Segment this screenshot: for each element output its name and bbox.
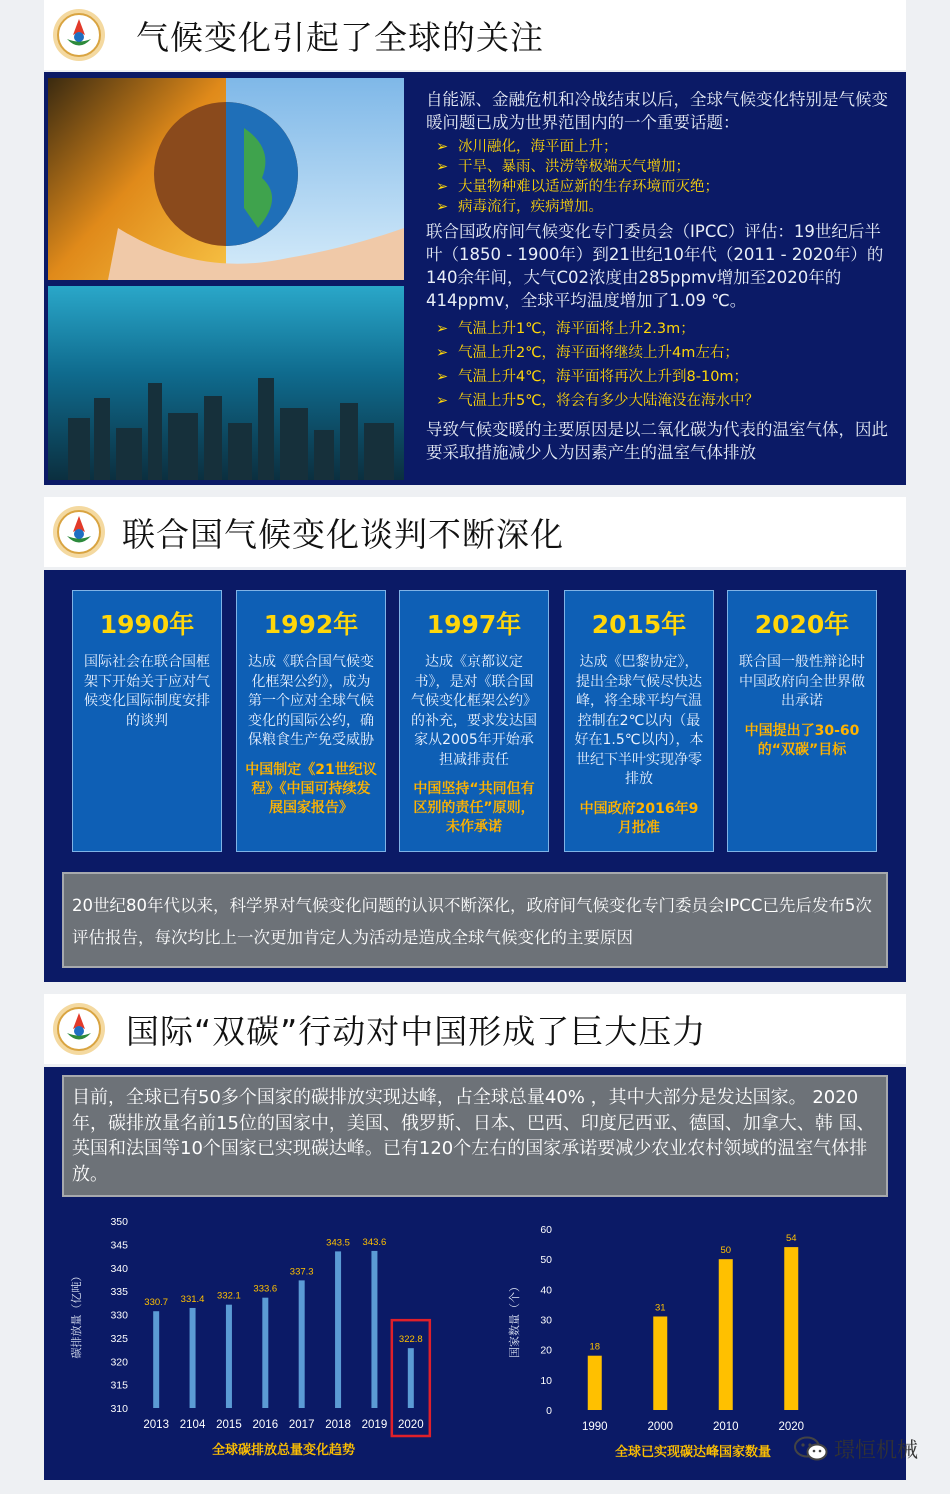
- ipcc-summary-box: 20世纪80年代以来，科学界对气候变化问题的认识不断深化，政府间气候变化专门委员会IPCC已先后发布5次评估报告，每次均比上一次更加肯定人为活动是造成全球气候变化的主要原因: [62, 872, 888, 968]
- section3-panel: [44, 1067, 906, 1480]
- intro-paragraph: 自能源、金融危机和冷战结束以后，全球气候变化特别是气候变暖问题已成为世界范围内的一个重要话题：: [426, 90, 888, 132]
- section2-header: [44, 497, 906, 567]
- timeline-body: 达成《巴黎协定》，提出全球气候尽快达峰，将全球平均气温控制在2℃以内（最好在1.5℃以内），本世纪下半叶实现净零排放: [574, 654, 704, 787]
- y-tick-label: 310: [110, 1403, 128, 1415]
- bar: [299, 1280, 305, 1408]
- bar: [262, 1298, 268, 1408]
- timeline-year: 1997年: [426, 610, 522, 639]
- y-tick-label: 315: [110, 1379, 128, 1392]
- y-tick-label: 60: [540, 1224, 552, 1236]
- data-label: 343.5: [326, 1237, 350, 1249]
- watermark: [794, 1434, 918, 1464]
- bar: [226, 1305, 232, 1408]
- timeline-highlight: 中国坚持“共同但有区别的责任”原则，未作承诺: [413, 781, 535, 835]
- x-tick-label: 2016: [252, 1419, 279, 1431]
- section3-header: [44, 994, 906, 1064]
- bullet-item: ➢ 气温上升5℃，将会有多少大陆淹没在海水中？: [426, 389, 888, 413]
- bar: [588, 1356, 602, 1410]
- timeline-card-1990: [72, 590, 222, 852]
- y-tick-label: 20: [540, 1344, 552, 1357]
- x-tick-label: 2000: [647, 1421, 674, 1433]
- data-label: 337.3: [289, 1266, 314, 1278]
- y-tick-label: 30: [540, 1314, 552, 1327]
- x-tick-label: 2015: [216, 1419, 242, 1431]
- x-tick-label: 2017: [288, 1419, 315, 1431]
- timeline-card-2020: [727, 590, 877, 852]
- y-axis-label: 碳排放量（亿吨）: [70, 1270, 83, 1359]
- bar: [408, 1348, 414, 1408]
- emissions-bar-chart: [44, 1207, 444, 1475]
- bullet-item: ➢ 干旱、暴雨、洪涝等极端天气增加；: [426, 157, 888, 177]
- logo-emblem-icon: [52, 1002, 106, 1056]
- timeline-year: 1992年: [263, 610, 359, 639]
- timeline-body: 国际社会在联合国框架下开始关于应对气候变化国际制度安排的谈判: [84, 654, 210, 729]
- logo-emblem-icon: [52, 8, 106, 62]
- y-axis-label: 国家数量（个）: [508, 1281, 521, 1358]
- timeline-year: 2020年: [754, 610, 850, 639]
- x-tick-label: 2020: [778, 1421, 805, 1433]
- bar: [371, 1251, 377, 1408]
- section2-panel: [44, 570, 906, 982]
- bullet-item: ➢ 气温上升1℃，海平面将上升2.3m；: [426, 317, 888, 341]
- y-tick-label: 335: [110, 1286, 128, 1299]
- section1-text: [426, 88, 888, 464]
- bar: [719, 1259, 733, 1410]
- ipcc-paragraph: 联合国政府间气候变化专门委员会（IPCC）评估：19世纪后半叶（1850 - 1900年）到21世纪10年代（2011 - 2020年）的140余年间，大气C02浓度由285ppmv增加至2020年的414ppmv，全球平均温度增加了1.09 ℃。: [426, 222, 884, 310]
- timeline-highlight: 中国制定《21世纪议程》《中国可持续发展国家报告》: [245, 761, 377, 816]
- chart-title: 全球已实现碳达峰国家数量: [614, 1445, 772, 1460]
- bullet-item: ➢ 病毒流行，疾病增加。: [426, 197, 888, 217]
- timeline-year: 1990年: [99, 610, 195, 639]
- section1-panel: [44, 72, 906, 485]
- timeline-card-1992: [236, 590, 386, 852]
- section1-header: [44, 0, 906, 70]
- x-tick-label: 2104: [179, 1419, 206, 1431]
- timeline-body: 联合国一般性辩论时中国政府向全世界做出承诺: [739, 654, 865, 709]
- logo-emblem-icon: [52, 505, 106, 559]
- x-tick-label: 2013: [143, 1419, 169, 1431]
- data-label: 54: [785, 1233, 797, 1245]
- timeline-body: 达成《联合国气候变化框架公约》，成为第一个应对全球气候变化的国际公约，确保粮食生产免受威胁: [248, 654, 374, 748]
- peaked-countries-bar-chart: [454, 1207, 834, 1475]
- bullet-item: ➢ 大量物种难以适应新的生存环境而灭绝；: [426, 177, 888, 197]
- y-tick-label: 10: [540, 1374, 552, 1387]
- bullet-item: ➢ 冰川融化，海平面上升；: [426, 137, 888, 157]
- bar: [153, 1311, 159, 1408]
- bullet-item: ➢ 气温上升2℃，海平面将继续上升4m左右；: [426, 341, 888, 365]
- climate-collage-image: [48, 78, 404, 480]
- y-tick-label: 320: [110, 1356, 128, 1369]
- bar: [190, 1308, 196, 1408]
- chart-title: 全球碳排放总量变化趋势: [211, 1443, 356, 1458]
- carbon-peak-summary-box: 目前，全球已有50多个国家的碳排放实现达峰，占全球总量40% ，其中大部分是发达国家。 2020年，碳排放量名前15位的国家中，美国、俄罗斯、日本、巴西、印度尼西亚、德国、加拿大、韩 国、英国和法国等10个国家已实现碳达峰。已有120个左右的国家承诺要减少农业农村领域的温室气体排放。: [62, 1075, 888, 1197]
- bar: [653, 1316, 667, 1410]
- data-label: 31: [654, 1302, 666, 1314]
- timeline-year: 2015年: [591, 610, 687, 639]
- wechat-icon: [794, 1436, 828, 1462]
- data-label: 330.7: [144, 1297, 169, 1309]
- section3-title: 国际“双碳”行动对中国形成了巨大压力: [126, 1011, 707, 1051]
- x-tick-label: 2010: [712, 1421, 739, 1433]
- warming-bullets: [426, 317, 888, 413]
- data-label: 331.4: [180, 1293, 205, 1305]
- y-tick-label: 330: [110, 1309, 128, 1322]
- x-tick-label: 2018: [325, 1419, 351, 1431]
- y-tick-label: 50: [540, 1254, 552, 1267]
- timeline-highlight: 中国提出了30-60的“双碳”目标: [744, 722, 860, 758]
- bar: [335, 1251, 341, 1408]
- x-tick-label: 1990: [581, 1421, 608, 1433]
- timeline-highlight: 中国政府2016年9月批准: [579, 800, 699, 836]
- bar: [784, 1247, 798, 1410]
- brand-name: 璟恒机械: [834, 1438, 918, 1462]
- timeline-card-2015: [564, 590, 714, 852]
- y-tick-label: 0: [546, 1405, 552, 1417]
- x-tick-label: 2019: [361, 1419, 388, 1431]
- data-label: 333.6: [253, 1283, 278, 1295]
- data-label: 343.6: [362, 1236, 387, 1248]
- y-tick-label: 350: [110, 1216, 128, 1228]
- y-tick-label: 345: [110, 1239, 128, 1252]
- timeline-card-1997: [399, 590, 549, 852]
- y-tick-label: 40: [540, 1284, 552, 1297]
- data-label: 332.1: [217, 1290, 241, 1302]
- section2-title: 联合国气候变化谈判不断深化: [122, 514, 564, 554]
- bullet-item: ➢ 气温上升4℃，海平面将再次上升到8-10m；: [426, 365, 888, 389]
- x-tick-label: 2020: [398, 1419, 424, 1431]
- data-label: 322.8: [398, 1334, 423, 1346]
- timeline-body: 达成《京都议定书》，是对《联合国气候变化框架公约》的补充，要求发达国家从2005年开始承担减排责任: [411, 654, 537, 768]
- conclusion-paragraph: 导致气候变暖的主要原因是以二氧化碳为代表的温室气体，因此要采取措施减少人为因素产生的温室气体排放: [426, 420, 888, 462]
- y-tick-label: 325: [110, 1332, 128, 1345]
- y-tick-label: 340: [110, 1262, 128, 1275]
- data-label: 50: [720, 1245, 732, 1257]
- section1-title: 气候变化引起了全球的关注: [136, 17, 544, 57]
- impact-bullets: [426, 137, 888, 217]
- data-label: 18: [589, 1341, 601, 1353]
